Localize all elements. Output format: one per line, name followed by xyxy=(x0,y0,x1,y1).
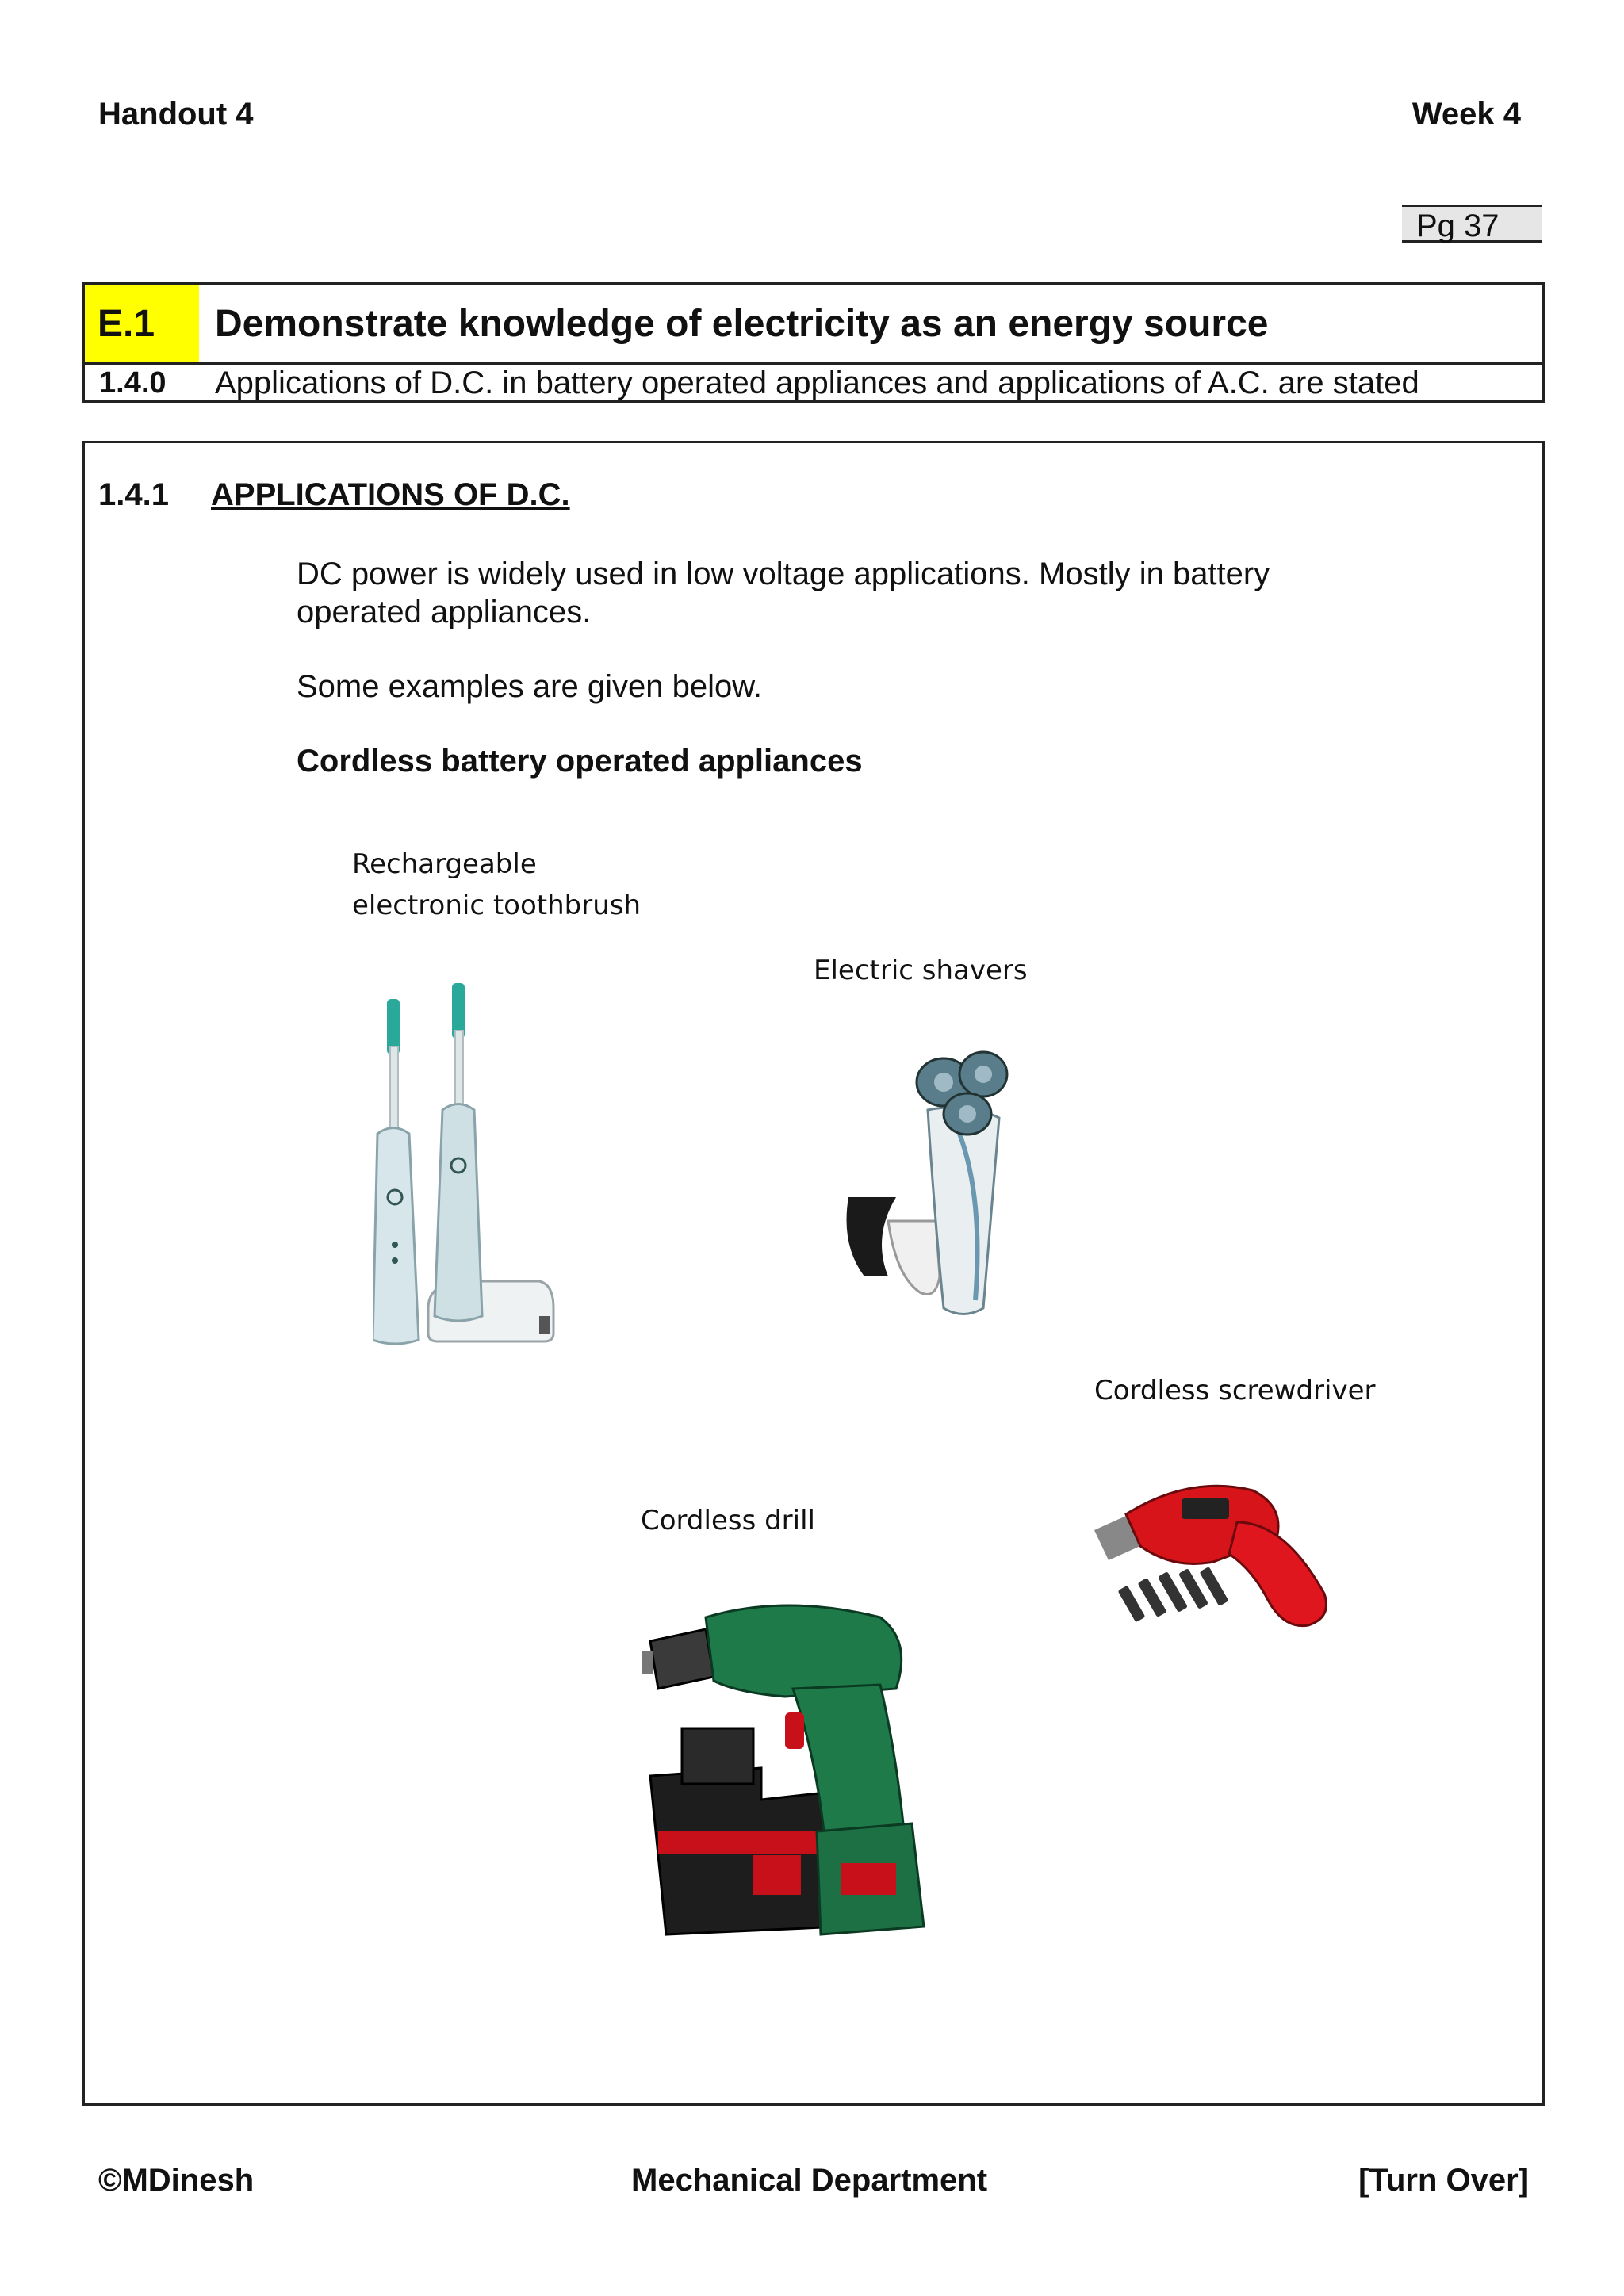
objective-title: Demonstrate knowledge of electricity as an energy source xyxy=(215,303,1269,345)
objective-code: E.1 xyxy=(85,285,199,364)
shaver-image xyxy=(833,1039,1031,1324)
shaver-caption: Electric shavers xyxy=(814,955,1028,986)
drill-image xyxy=(642,1594,936,1950)
examples-text: Some examples are given below. xyxy=(297,669,762,704)
toothbrush-image xyxy=(373,967,563,1356)
screwdriver-image xyxy=(1094,1467,1348,1649)
section-number: 1.4.1 xyxy=(98,477,169,512)
intro-line-2: operated appliances. xyxy=(297,595,592,629)
footer-copyright: ©MDinesh xyxy=(98,2163,255,2198)
screwdriver-caption: Cordless screwdriver xyxy=(1094,1375,1376,1406)
objective-sub-text: Applications of D.C. in battery operated appliances and applications of A.C. are stated xyxy=(215,365,1419,400)
objective-box xyxy=(82,282,1545,403)
drill-caption: Cordless drill xyxy=(641,1505,816,1536)
objective-sub-code: 1.4.0 xyxy=(99,366,167,400)
intro-line-1: DC power is widely used in low voltage applications. Mostly in battery xyxy=(297,557,1270,591)
section-title: APPLICATIONS OF D.C. xyxy=(211,477,570,512)
subheading: Cordless battery operated appliances xyxy=(297,744,863,779)
footer-department: Mechanical Department xyxy=(631,2163,988,2198)
week-label: Week 4 xyxy=(1411,97,1521,132)
handout-label: Handout 4 xyxy=(98,97,254,132)
page-number: Pg 37 xyxy=(1402,205,1542,243)
toothbrush-caption-line-2: electronic toothbrush xyxy=(352,890,642,921)
toothbrush-caption-line-1: Rechargeable xyxy=(352,848,537,880)
footer-turn-over: [Turn Over] xyxy=(1358,2163,1529,2198)
